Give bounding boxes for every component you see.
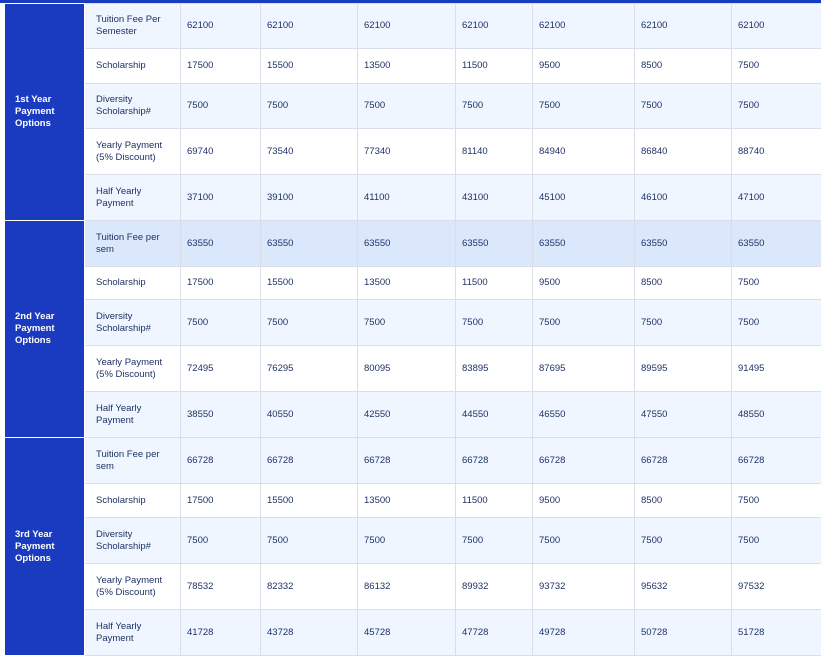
- row-label: Tuition Fee Per Semester: [85, 4, 181, 49]
- fee-value-cell: 11500: [456, 267, 533, 300]
- fee-value-cell: 17500: [181, 267, 261, 300]
- fee-value-cell: 47550: [635, 392, 732, 438]
- group-label: 1st Year Payment Options: [5, 4, 85, 221]
- fee-value-cell: 66728: [533, 438, 635, 484]
- fee-value-cell: 47100: [732, 175, 821, 221]
- fee-value-cell: 13500: [358, 267, 456, 300]
- fee-value-cell: 13500: [358, 49, 456, 84]
- fee-value-cell: 86840: [635, 129, 732, 175]
- fee-value-cell: 88740: [732, 129, 821, 175]
- table-row: [5, 4, 821, 49]
- fee-value-cell: 63550: [456, 221, 533, 267]
- row-label: Half Yearly Payment: [85, 392, 181, 438]
- fee-value-cell: 7500: [732, 84, 821, 129]
- table-row: [5, 392, 821, 438]
- fee-value-cell: 43728: [261, 610, 358, 656]
- fee-structure-table: [4, 3, 821, 656]
- fee-value-cell: 9500: [533, 49, 635, 84]
- table-row: [5, 518, 821, 564]
- fee-value-cell: 8500: [635, 484, 732, 518]
- row-label: Diversity Scholarship#: [85, 300, 181, 346]
- group-label: 3rd Year Payment Options: [5, 438, 85, 656]
- fee-value-cell: 62100: [181, 4, 261, 49]
- fee-value-cell: 51728: [732, 610, 821, 656]
- fee-value-cell: 62100: [456, 4, 533, 49]
- fee-value-cell: 7500: [533, 84, 635, 129]
- fee-value-cell: 93732: [533, 564, 635, 610]
- fee-value-cell: 7500: [533, 300, 635, 346]
- fee-value-cell: 62100: [635, 4, 732, 49]
- fee-value-cell: 43100: [456, 175, 533, 221]
- fee-value-cell: 41100: [358, 175, 456, 221]
- fee-value-cell: 7500: [181, 518, 261, 564]
- fee-value-cell: 7500: [456, 84, 533, 129]
- fee-value-cell: 95632: [635, 564, 732, 610]
- fee-value-cell: 7500: [533, 518, 635, 564]
- table-row: [5, 221, 821, 267]
- fee-value-cell: 8500: [635, 49, 732, 84]
- fee-value-cell: 83895: [456, 346, 533, 392]
- fee-value-cell: 8500: [635, 267, 732, 300]
- fee-value-cell: 69740: [181, 129, 261, 175]
- fee-value-cell: 66728: [181, 438, 261, 484]
- row-label: Yearly Payment (5% Discount): [85, 129, 181, 175]
- fee-value-cell: 66728: [732, 438, 821, 484]
- fee-value-cell: 7500: [732, 300, 821, 346]
- table-row: [5, 564, 821, 610]
- fee-value-cell: 89595: [635, 346, 732, 392]
- fee-value-cell: 39100: [261, 175, 358, 221]
- fee-value-cell: 7500: [358, 84, 456, 129]
- fee-value-cell: 72495: [181, 346, 261, 392]
- fee-value-cell: 17500: [181, 484, 261, 518]
- fee-value-cell: 46100: [635, 175, 732, 221]
- fee-value-cell: 63550: [635, 221, 732, 267]
- fee-value-cell: 49728: [533, 610, 635, 656]
- fee-value-cell: 48550: [732, 392, 821, 438]
- table-row: [5, 267, 821, 300]
- fee-value-cell: 7500: [358, 300, 456, 346]
- row-label: Diversity Scholarship#: [85, 84, 181, 129]
- fee-value-cell: 7500: [732, 518, 821, 564]
- fee-value-cell: 50728: [635, 610, 732, 656]
- fee-value-cell: 47728: [456, 610, 533, 656]
- fee-value-cell: 15500: [261, 267, 358, 300]
- fee-value-cell: 46550: [533, 392, 635, 438]
- fee-value-cell: 62100: [358, 4, 456, 49]
- row-label: Diversity Scholarship#: [85, 518, 181, 564]
- table-row: [5, 49, 821, 84]
- fee-value-cell: 7500: [635, 518, 732, 564]
- fee-value-cell: 7500: [732, 484, 821, 518]
- table-row: [5, 610, 821, 656]
- row-label: Yearly Payment (5% Discount): [85, 564, 181, 610]
- fee-value-cell: 45728: [358, 610, 456, 656]
- fee-value-cell: 63550: [261, 221, 358, 267]
- fee-value-cell: 89932: [456, 564, 533, 610]
- fee-value-cell: 9500: [533, 484, 635, 518]
- row-label: Scholarship: [85, 49, 181, 84]
- table-row: [5, 129, 821, 175]
- table-row: [5, 484, 821, 518]
- fee-value-cell: 40550: [261, 392, 358, 438]
- fee-value-cell: 66728: [358, 438, 456, 484]
- fee-value-cell: 62100: [732, 4, 821, 49]
- table-row: [5, 300, 821, 346]
- fee-value-cell: 66728: [635, 438, 732, 484]
- fee-value-cell: 44550: [456, 392, 533, 438]
- fee-value-cell: 97532: [732, 564, 821, 610]
- fee-value-cell: 7500: [261, 84, 358, 129]
- fee-value-cell: 63550: [358, 221, 456, 267]
- fee-value-cell: 13500: [358, 484, 456, 518]
- fee-value-cell: 42550: [358, 392, 456, 438]
- fee-value-cell: 7500: [181, 84, 261, 129]
- fee-value-cell: 7500: [261, 300, 358, 346]
- fee-value-cell: 7500: [358, 518, 456, 564]
- fee-value-cell: 7500: [635, 300, 732, 346]
- fee-value-cell: 80095: [358, 346, 456, 392]
- fee-value-cell: 11500: [456, 484, 533, 518]
- fee-value-cell: 91495: [732, 346, 821, 392]
- fee-value-cell: 7500: [181, 300, 261, 346]
- fee-value-cell: 77340: [358, 129, 456, 175]
- fee-value-cell: 7500: [261, 518, 358, 564]
- fee-value-cell: 7500: [635, 84, 732, 129]
- table-row: [5, 346, 821, 392]
- fee-value-cell: 63550: [533, 221, 635, 267]
- row-label: Scholarship: [85, 484, 181, 518]
- fee-value-cell: 15500: [261, 484, 358, 518]
- fee-value-cell: 63550: [732, 221, 821, 267]
- fee-value-cell: 9500: [533, 267, 635, 300]
- fee-value-cell: 62100: [533, 4, 635, 49]
- group-label: 2nd Year Payment Options: [5, 221, 85, 438]
- table-row: [5, 84, 821, 129]
- fee-value-cell: 87695: [533, 346, 635, 392]
- fee-value-cell: 41728: [181, 610, 261, 656]
- table-row: [5, 175, 821, 221]
- fee-value-cell: 73540: [261, 129, 358, 175]
- fee-value-cell: 62100: [261, 4, 358, 49]
- fee-value-cell: 66728: [261, 438, 358, 484]
- fee-value-cell: 66728: [456, 438, 533, 484]
- table-row: [5, 438, 821, 484]
- fee-value-cell: 38550: [181, 392, 261, 438]
- row-label: Yearly Payment (5% Discount): [85, 346, 181, 392]
- fee-value-cell: 11500: [456, 49, 533, 84]
- fee-value-cell: 78532: [181, 564, 261, 610]
- fee-value-cell: 7500: [732, 49, 821, 84]
- fee-value-cell: 45100: [533, 175, 635, 221]
- fee-value-cell: 7500: [456, 518, 533, 564]
- row-label: Scholarship: [85, 267, 181, 300]
- fee-value-cell: 15500: [261, 49, 358, 84]
- row-label: Half Yearly Payment: [85, 175, 181, 221]
- fee-value-cell: 63550: [181, 221, 261, 267]
- fee-value-cell: 7500: [456, 300, 533, 346]
- fee-value-cell: 37100: [181, 175, 261, 221]
- fee-value-cell: 84940: [533, 129, 635, 175]
- fee-value-cell: 76295: [261, 346, 358, 392]
- row-label: Tuition Fee per sem: [85, 438, 181, 484]
- fee-value-cell: 7500: [732, 267, 821, 300]
- row-label: Half Yearly Payment: [85, 610, 181, 656]
- row-label: Tuition Fee per sem: [85, 221, 181, 267]
- fee-value-cell: 17500: [181, 49, 261, 84]
- fee-value-cell: 81140: [456, 129, 533, 175]
- fee-value-cell: 86132: [358, 564, 456, 610]
- fee-value-cell: 82332: [261, 564, 358, 610]
